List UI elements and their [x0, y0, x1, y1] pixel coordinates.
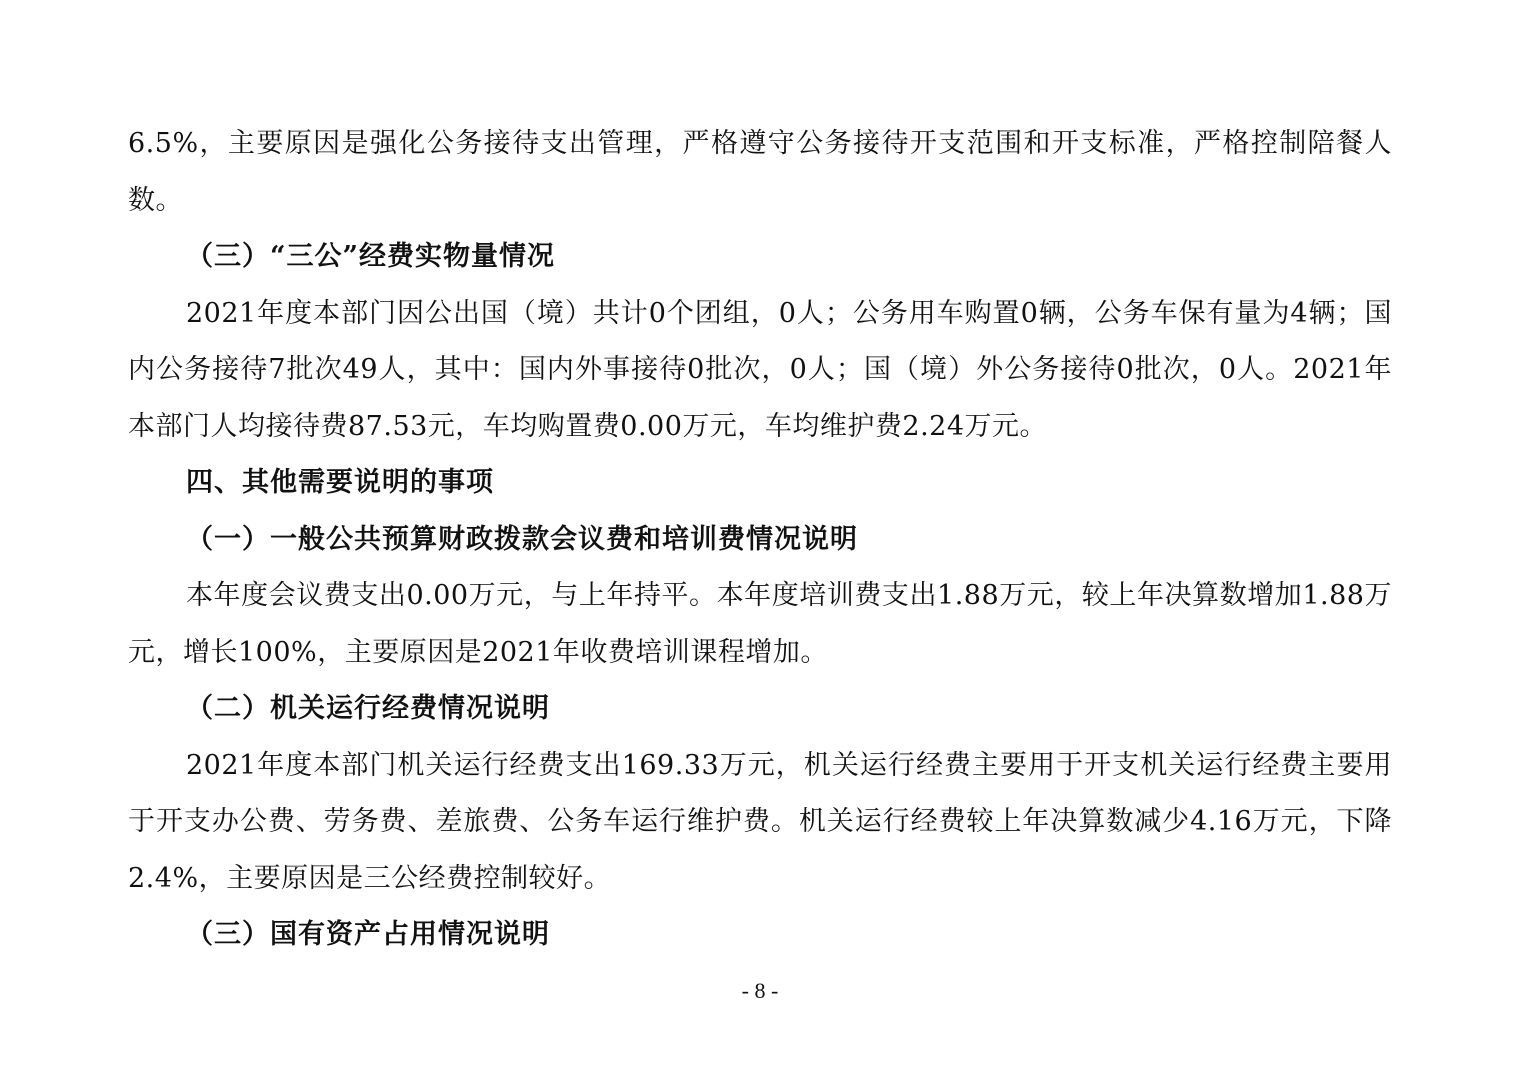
heading-state-assets: （三）国有资产占用情况说明	[186, 919, 550, 950]
paragraph-hospitality-continued: 6.5%，主要原因是强化公务接待支出管理，严格遵守公务接待开支范围和开支标准，严格控制陪餐人数。	[128, 128, 1392, 216]
paragraph-operation-funds: 2021年度本部门机关运行经费支出169.33万元，机关运行经费主要用于开支机关运行经费主要用于开支办公费、劳务费、差旅费、公务车运行维护费。机关运行经费较上年决算数减少4.16万元，下降2.4%，主要原因是三公经费控制较好。	[128, 749, 1392, 894]
document-body	[128, 116, 1392, 964]
heading-meeting-training: （一）一般公共预算财政拨款会议费和培训费情况说明	[186, 523, 858, 555]
heading-sangong-physical: （三）“三公”经费实物量情况	[186, 241, 556, 272]
paragraph-sangong-physical: 2021年度本部门因公出国（境）共计0个团组，0人；公务用车购置0辆，公务车保有量为4辆；国内公务接待7批次49人，其中：国内外事接待0批次，0人；国（境）外公务接待0批次，0人。2021年本部门人均接待费87.53元，车均购置费0.00万元，车均维护费2.24万元。	[128, 297, 1392, 442]
heading-operation-funds: （二）机关运行经费情况说明	[186, 693, 550, 724]
heading-other-matters: 四、其他需要说明的事项	[186, 467, 494, 498]
paragraph-meeting-training: 本年度会议费支出0.00万元，与上年持平。本年度培训费支出1.88万元，较上年决算数增加1.88万元，增长100%，主要原因是2021年收费培训课程增加。	[128, 580, 1392, 668]
page-number: - 8 -	[741, 978, 779, 1003]
